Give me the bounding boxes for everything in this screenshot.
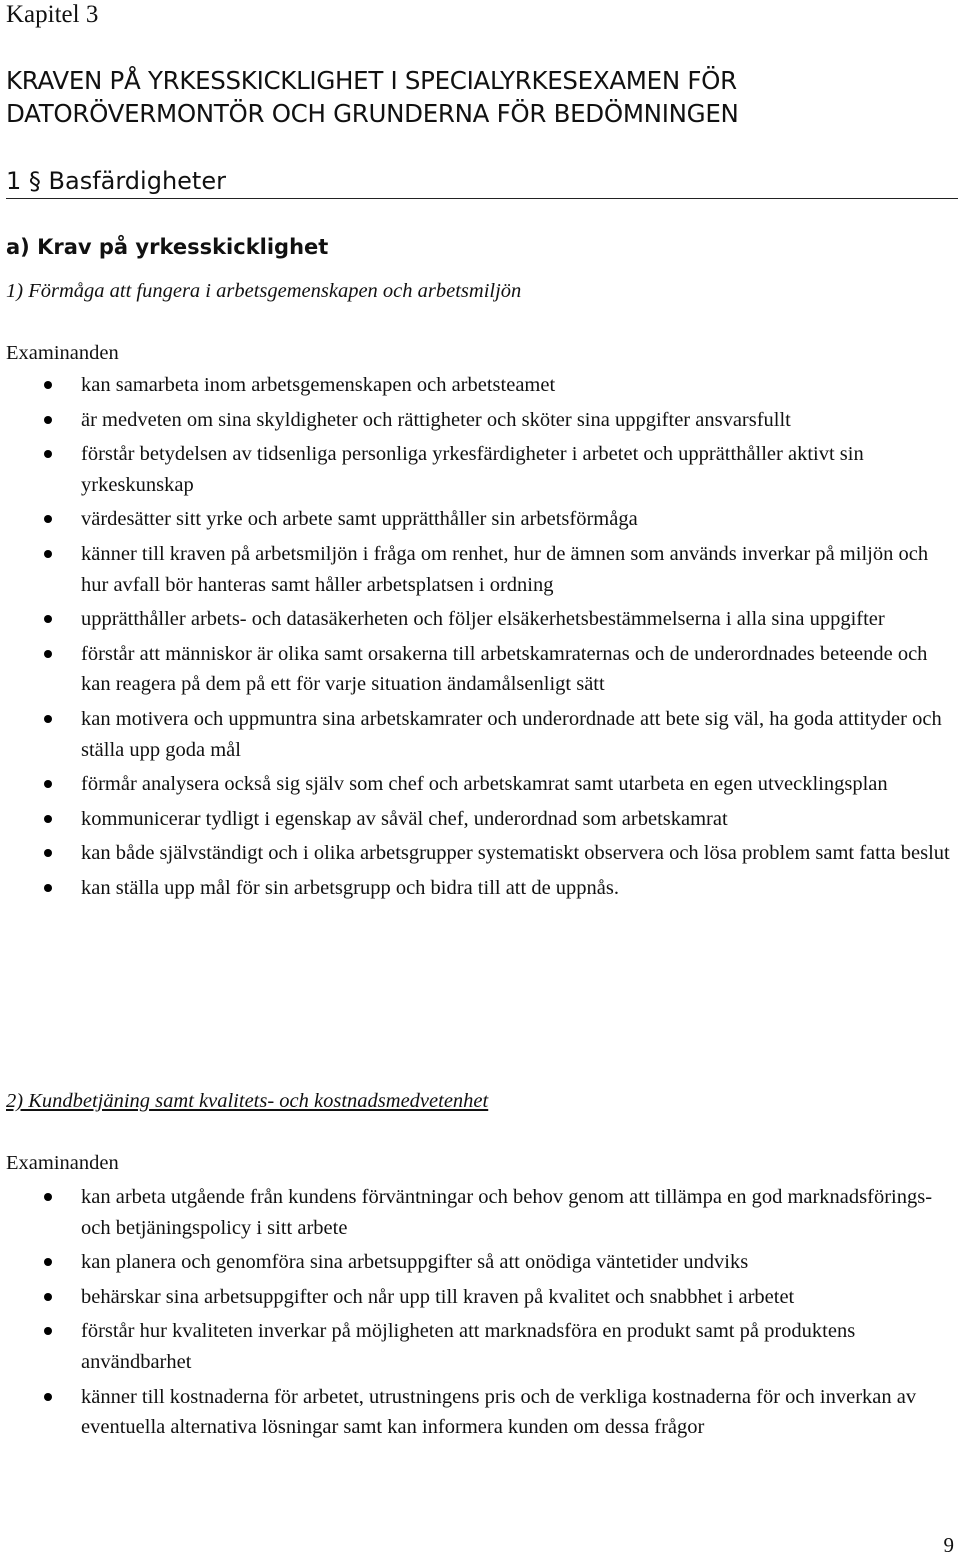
list-item: förstår att människor är olika samt orsakerna till arbetskamraternas och de underordnades beteende och kan reagera på dem på ett för varje situation ändamålsenligt sätt: [0, 639, 950, 700]
bullet-icon: [44, 550, 52, 558]
list-item: upprätthåller arbets- och datasäkerheten och följer elsäkerhetsbestämmelserna i alla sina uppgifter: [0, 604, 950, 635]
list-item: kan motivera och uppmuntra sina arbetskamrater och underordnade att bete sig väl, ha goda attityder och ställa upp goda mål: [0, 704, 950, 765]
list-item: förstår hur kvaliteten inverkar på möjligheten att marknadsföra en produkt samt på produktens användbarhet: [0, 1316, 950, 1377]
list-item: behärskar sina arbetsuppgifter och når upp till kraven på kvalitet och snabbhet i arbetet: [0, 1282, 950, 1313]
bullet-icon: [44, 450, 52, 458]
bullet-icon: [44, 1258, 52, 1266]
page-title: KRAVEN PÅ YRKESSKICKLIGHET I SPECIALYRKESEXAMEN FÖR DATORÖVERMONTÖR OCH GRUNDERNA FÖR BEDÖMNINGEN: [6, 66, 739, 128]
list-item: är medveten om sina skyldigheter och rättigheter och sköter sina uppgifter ansvarsfullt: [0, 405, 950, 436]
chapter-label: Kapitel 3: [6, 1, 99, 28]
bullet-icon: [44, 815, 52, 823]
bullet-icon: [44, 849, 52, 857]
list-item: förmår analysera också sig själv som chef och arbetskamrat samt utarbeta en egen utvecklingsplan: [0, 769, 950, 800]
part2-heading: 2) Kundbetjäning samt kvalitets- och kostnadsmedvetenhet: [6, 1090, 489, 1112]
part1-list: [0, 370, 950, 904]
list-item: förstår betydelsen av tidsenliga personliga yrkesfärdigheter i arbetet och upprätthåller aktivt sin yrkeskunskap: [0, 439, 950, 500]
bullet-icon: [44, 1193, 52, 1201]
list-item: kan planera och genomföra sina arbetsuppgifter så att onödiga väntetider undviks: [0, 1247, 950, 1278]
bullet-icon: [44, 650, 52, 658]
list-item: kan ställa upp mål för sin arbetsgrupp och bidra till att de uppnås.: [0, 873, 950, 904]
bullet-icon: [44, 780, 52, 788]
part2-subject: Examinanden: [6, 1152, 119, 1174]
bullet-icon: [44, 515, 52, 523]
part1-subject: Examinanden: [6, 342, 119, 364]
part1-heading: 1) Förmåga att fungera i arbetsgemenskapen och arbetsmiljön: [6, 280, 522, 302]
list-item: kan samarbeta inom arbetsgemenskapen och arbetsteamet: [0, 370, 950, 401]
section-heading: 1 § Basfärdigheter: [6, 164, 958, 199]
list-item: känner till kostnaderna för arbetet, utrustningens pris och de verkliga kostnaderna för och inverkan av eventuella alternativa lösningar samt kan informera kunden om dessa frågor: [0, 1382, 950, 1443]
list-item: kan arbeta utgående från kundens förväntningar och behov genom att tillämpa en god marknadsförings- och betjäningspolicy i sitt arbete: [0, 1182, 950, 1243]
page-number: 9: [943, 1533, 954, 1557]
list-item: kommunicerar tydligt i egenskap av såväl chef, underordnad som arbetskamrat: [0, 804, 950, 835]
bullet-icon: [44, 1327, 52, 1335]
part2-list: [0, 1182, 950, 1443]
bullet-icon: [44, 416, 52, 424]
list-item: känner till kraven på arbetsmiljön i fråga om renhet, hur de ämnen som används inverkar på miljön och hur avfall bör hanteras samt håller arbetsplatsen i ordning: [0, 539, 950, 600]
bullet-icon: [44, 1393, 52, 1401]
bullet-icon: [44, 884, 52, 892]
bullet-icon: [44, 1293, 52, 1301]
bullet-icon: [44, 615, 52, 623]
bullet-icon: [44, 715, 52, 723]
list-item: värdesätter sitt yrke och arbete samt upprätthåller sin arbetsförmåga: [0, 504, 950, 535]
list-item: kan både självständigt och i olika arbetsgrupper systematiskt observera och lösa problem samt fatta beslut: [0, 838, 950, 869]
bullet-icon: [44, 381, 52, 389]
krav-heading: a) Krav på yrkesskicklighet: [6, 235, 329, 259]
